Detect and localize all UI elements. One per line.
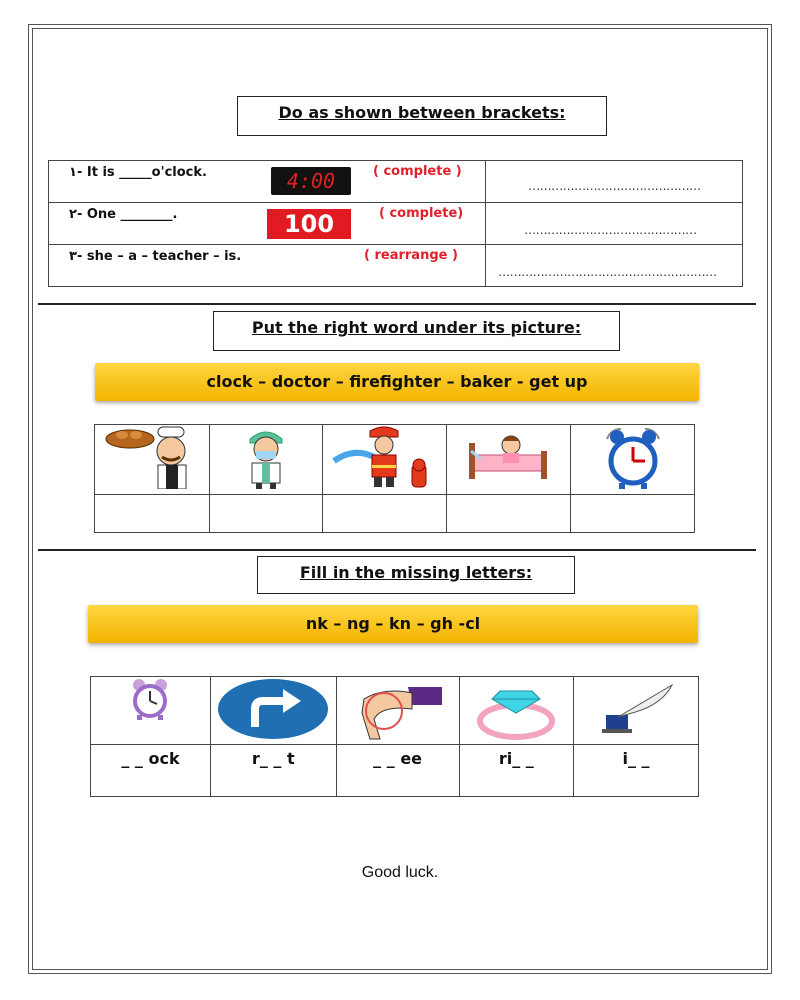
picture-cell: [447, 425, 571, 495]
section-divider: [38, 549, 756, 551]
alarm-clock-icon: [571, 425, 694, 489]
picture-cell: [574, 677, 699, 745]
number-100-sign-icon: 100: [267, 209, 351, 239]
picture-cell: [95, 425, 210, 495]
word-bank-banner: clock – doctor – firefighter – baker - get up: [95, 363, 699, 401]
instruction-label: ( complete ): [373, 164, 462, 179]
letters-banner: nk – ng – kn – gh -cl: [88, 605, 698, 643]
question-number: ١-: [69, 165, 83, 180]
answer-line: ………………………………………: [524, 223, 697, 237]
missing-letters-word[interactable]: _ _ ock: [91, 745, 211, 797]
question-row-1: [49, 161, 486, 203]
right-turn-sign-icon: [211, 677, 336, 741]
footer-text: Good luck.: [361, 864, 439, 881]
bracket-exercise-table: [48, 160, 743, 287]
digital-clock-icon: 4:00: [271, 167, 351, 195]
answer-blank[interactable]: [322, 495, 447, 533]
missing-letters-word[interactable]: _ _ ee: [336, 745, 459, 797]
alarm-clock-icon: [91, 677, 210, 721]
section-divider: [38, 303, 756, 305]
answer-blank[interactable]: [447, 495, 571, 533]
instruction-label: ( rearrange ): [364, 248, 458, 263]
missing-letters-word[interactable]: r_ _ t: [210, 745, 336, 797]
missing-letters-word[interactable]: i_ _: [574, 745, 699, 797]
firefighter-icon: [323, 425, 447, 489]
answer-blank[interactable]: [571, 495, 695, 533]
get-up-icon: [447, 425, 570, 485]
section2-title: Put the right word under its picture:: [213, 311, 620, 351]
answer-cell-2[interactable]: [486, 203, 743, 245]
section3-title: Fill in the missing letters:: [257, 556, 575, 594]
picture-cell: [571, 425, 695, 495]
section1-title: Do as shown between brackets:: [237, 96, 607, 136]
question-row-3: [49, 245, 486, 287]
question-number: ٢-: [69, 207, 83, 222]
answer-cell-3[interactable]: [486, 245, 743, 287]
doctor-icon: [210, 425, 322, 489]
picture-cell: [459, 677, 573, 745]
missing-letters-table: [90, 676, 699, 797]
picture-cell: [322, 425, 447, 495]
question-text: she – a – teacher – is.: [82, 249, 242, 264]
baker-icon: [95, 425, 209, 489]
picture-cell: [336, 677, 459, 745]
answer-cell-1[interactable]: [486, 161, 743, 203]
picture-cell: [210, 677, 336, 745]
question-text: It is _____o'clock.: [82, 165, 207, 180]
answer-blank[interactable]: [95, 495, 210, 533]
instruction-label: ( complete): [379, 206, 464, 221]
question-number: ٣-: [69, 249, 83, 264]
answer-line: ………………………………………: [528, 179, 701, 193]
picture-word-table: [94, 424, 695, 533]
question-text: One ________.: [82, 207, 178, 222]
picture-cell: [91, 677, 211, 745]
missing-letters-word[interactable]: ri_ _: [459, 745, 573, 797]
picture-cell: [209, 425, 322, 495]
question-row-2: [49, 203, 486, 245]
answer-line: …………………………………………………: [498, 265, 717, 279]
ink-quill-icon: [574, 677, 698, 737]
answer-blank[interactable]: [209, 495, 322, 533]
ring-icon: [460, 677, 573, 741]
knee-icon: [337, 677, 459, 741]
